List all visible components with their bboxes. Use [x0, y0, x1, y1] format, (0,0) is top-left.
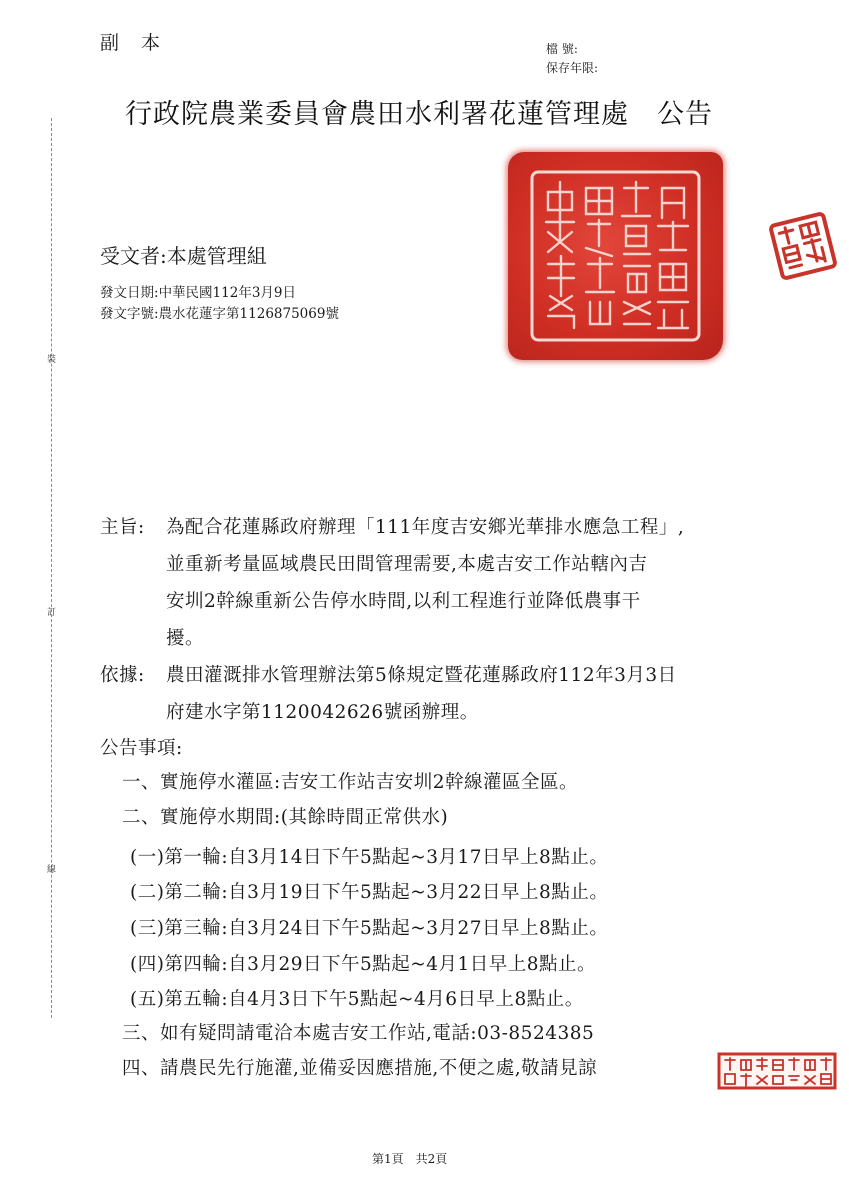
- small-seal-glyphs: [767, 210, 840, 283]
- round-2: (二)第二輪:自3月19日下午5點起~3月22日早上8點止。: [130, 882, 609, 903]
- official-seal: [508, 152, 723, 360]
- issue-date: [100, 281, 296, 301]
- subject-line-2: 並重新考量區域農民田間管理需要,本處吉安工作站轄內吉: [166, 554, 648, 575]
- subject-line-1: 為配合花蓮縣政府辦理「111年度吉安鄉光華排水應急工程」,: [166, 517, 685, 538]
- notice-heading: 公告事項:: [100, 738, 183, 759]
- small-official-seal: [767, 210, 840, 283]
- round-5: (五)第五輪:自4月3日下午5點起~4月6日早上8點止。: [130, 989, 584, 1010]
- official-seal-glyphs: [508, 152, 723, 360]
- notice-item-1: 一、實施停水灌區:吉安工作站吉安圳2幹線灌區全區。: [122, 772, 579, 793]
- binding-mark-1: 裝: [47, 355, 57, 365]
- issue-date-value: 中華民國112年3月9日: [158, 285, 297, 301]
- document-title: 行政院農業委員會農田水利署花蓮管理處 公告: [125, 99, 713, 130]
- director-seal-glyphs: [717, 1052, 837, 1090]
- binding-mark-3: 線: [47, 865, 57, 875]
- retention-period-label: 保存年限:: [546, 61, 599, 75]
- binding-margin-line: [51, 118, 52, 1018]
- round-1: (一)第一輪:自3月14日下午5點起~3月17日早上8點止。: [130, 847, 609, 868]
- basis-line-2: 府建水字第1120042626號函辦理。: [166, 702, 479, 723]
- issue-date-label: 發文日期:: [100, 285, 159, 301]
- issue-number-value: 農水花蓮字第1126875069號: [158, 306, 339, 322]
- basis-label: 依據:: [100, 665, 145, 686]
- basis-line-1: 農田灌溉排水管理辦法第5條規定暨花蓮縣政府112年3月3日: [166, 665, 677, 686]
- issue-number-label: 發文字號:: [100, 306, 159, 322]
- issue-number: [100, 302, 339, 322]
- notice-item-2: 二、實施停水期間:(其餘時間正常供水): [122, 807, 449, 828]
- director-seal: [717, 1052, 837, 1090]
- binding-mark-2: 訂: [47, 608, 57, 618]
- subject-label: 主旨:: [100, 517, 145, 538]
- round-4: (四)第四輪:自3月29日下午5點起~4月1日早上8點止。: [130, 954, 597, 975]
- recipient-line: 受文者:本處管理組: [100, 244, 267, 268]
- page-indicator: 第1頁 共2頁: [372, 1152, 448, 1166]
- subject-line-3: 安圳2幹線重新公告停水時間,以利工程進行並降低農事干: [166, 591, 641, 612]
- subject-line-4: 擾。: [166, 628, 205, 649]
- notice-item-3: 三、如有疑問請電洽本處吉安工作站,電話:03-8524385: [122, 1023, 595, 1044]
- copy-mark: 副 本: [100, 32, 169, 54]
- round-3: (三)第三輪:自3月24日下午5點起~3月27日早上8點止。: [130, 918, 609, 939]
- archive-number-label: 檔 號:: [546, 42, 578, 56]
- notice-item-4: 四、請農民先行施灌,並備妥因應措施,不便之處,敬請見諒: [122, 1058, 598, 1079]
